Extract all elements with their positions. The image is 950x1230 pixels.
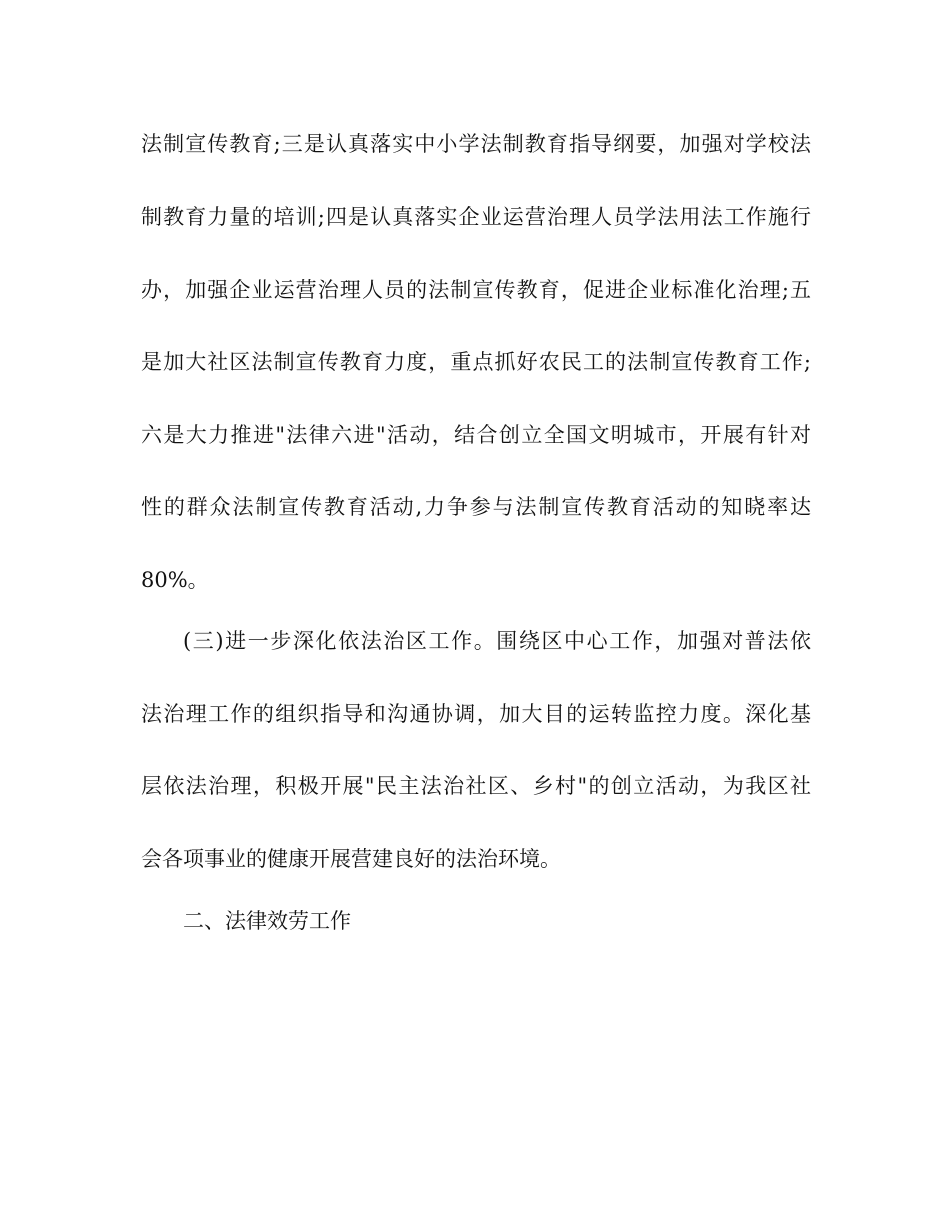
paragraph-line-9: 法治理工作的组织指导和沟通协调，加大目的运转监控力度。深化基 — [141, 702, 811, 726]
paragraph-line-8: (三)进一步深化依法治区工作。围绕区中心工作，加强对普法依 — [183, 629, 811, 653]
paragraph-line-7: 80%。 — [141, 568, 209, 592]
paragraph-line-5: 六是大力推进"法律六进"活动，结合创立全国文明城市，开展有针对 — [141, 423, 811, 447]
paragraph-line-10: 层依法治理，积极开展"民主法治社区、乡村"的创立活动，为我区社 — [141, 774, 811, 798]
section-heading: 二、法律效劳工作 — [183, 909, 351, 933]
paragraph-line-4: 是加大社区法制宣传教育力度，重点抓好农民工的法制宣传教育工作; — [141, 350, 811, 374]
paragraph-line-2: 制教育力量的培训;四是认真落实企业运营治理人员学法用法工作施行 — [141, 205, 811, 229]
paragraph-line-6: 性的群众法制宣传教育活动,力争参与法制宣传教育活动的知晓率达 — [141, 495, 811, 519]
paragraph-line-3: 办，加强企业运营治理人员的法制宣传教育，促进企业标准化治理;五 — [141, 278, 811, 302]
paragraph-line-1: 法制宣传教育;三是认真落实中小学法制教育指导纲要，加强对学校法 — [141, 132, 811, 156]
paragraph-line-11: 会各项事业的健康开展营建良好的法治环境。 — [141, 847, 561, 871]
